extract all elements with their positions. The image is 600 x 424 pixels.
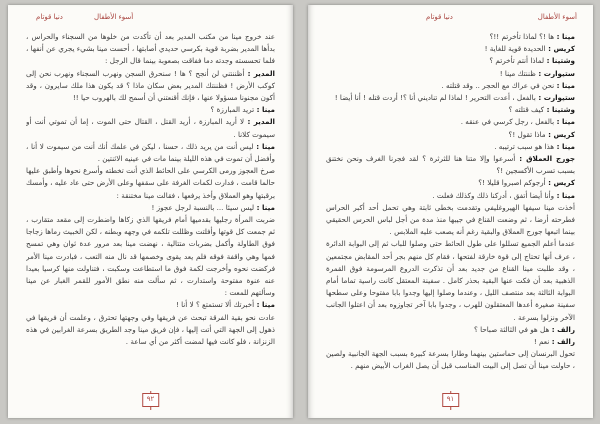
dialogue-text: أسرعوا وإلا متنا هنا للثرثرة ؟ لقد فجرنا الغرف ونحن نختنق بسبب تسرب الأكسجين !؟ [326,154,575,176]
page-number-right: ٩١ [442,393,460,407]
paragraph [326,190,575,202]
page-left-text [26,31,275,384]
paragraph [26,31,275,68]
speaker-name: رالف : [549,337,575,347]
dialogue-text: ليس سيئا ... بالنسبة لرجل عجوز ! [151,202,255,212]
header-author: دنيا قوتام [426,13,453,21]
speaker-name: المدير : [244,117,275,127]
speaker-name: وشتينا : [544,56,575,66]
speaker-name: مينا : [254,202,275,212]
paragraph [26,312,275,349]
dialogue-text: صرخ العجوز ورمى الكرسي على الحائط الذي أنت تخطته وأسرع نحوها وأطبق عليها حالما قامت ، فدارت لكمات الغرفة على سقفها وعلى الأرض حتى عاد عليه ، وأمسك برقبتها وهو العملاق وأخذ يرفعها ، فقالت مينا مختنقة : [26,166,275,200]
dialogue-text: بالفعل ، رجل كرسي في عنقه . [460,117,555,127]
dialogue-text: الحديدة قوية للغاية ! [484,44,546,54]
paragraph [326,336,575,348]
paragraph [326,141,575,153]
page-right-text [326,31,575,384]
paragraph [326,92,575,104]
speaker-name: مينا : [554,80,575,90]
paragraph [26,116,275,140]
dialogue-text: أخذت مينا سيفها الهيروغليفي وتقدمت بخطى ثابتة وهي تحمل أحد أكبر الحراس فطرحته أرضا ، ثم وضعت القناع في جيبها منذ مدة من أجل لباس الحرس الحقيقي بينما اتبعها جورج العملاق والبقية رغم أنه يصعب عليه الملابس . [326,202,575,237]
header-author: دنيا قوتام [36,13,63,21]
paragraph [326,43,575,55]
dialogue-text: هذا هو سبب ترتيبه . [494,141,555,151]
header-book-title: أسوء الأطفال [537,13,577,21]
dialogue-text: عندما أعلم الجميع تسللوا على طول الحائط حتى وصلوا للباب ثم إلى البوابة الدائرة ، عرف أنها تحتاج إلى قوة خارقة لفتحها ، فقام كل منهم بجر أحد المقابض مجتمعين ، وقد طلبت مينا القناع من جديد بعد أن تذكرت الدروع المرسومة فوق القمرة الذهبية بعد أن فكت عنها البقية بحذر كامل . سفينة المعتقل كانت راسية تماما أمام البوابة الثالثة بعد منتصف الليل ، وعندما وصلوا إليها وجدوا بابا مفتوحا وعلى سطحها سفينة صغيرة أعدها المعتقلون للهرب ، وجدوا بابا آخر تجاوزوه بعد أن اعتلوا الجانب الآخر ونزلوا بسرعة . [326,239,575,322]
paragraph [326,324,575,336]
dialogue-text: تحول البرنسان إلى حماستين بينهما وطارا بسرعة كبيرة بسبب الجهة الجانبية ولصين ، حاولت مينا أن تصل إلى البيت المناسب قبل أن يصل الغراب الأبيض منهم . [326,349,575,371]
dialogue-text: هل هو في الثالثة صباحا ؟ [473,324,550,334]
speaker-name: مينا : [253,141,275,151]
dialogue-text: عادت نحو بقية الفرقة تبحث عن فريقها وفي وجهتها تحترق ، وعلمت أن فريقها في ذهول إلى الجهة التي أتت إليها ، فإن فريق مينا وجد الطريق بسرعة الغرابين في هذه الزنزانة ، فلو كانت فيها لمضت أكثر من أي ساعة . [26,312,275,347]
paragraph [326,153,575,177]
speaker-name: كريس : [545,129,575,139]
dialogue-text: بالفعل ، أعدت التحرير ! لماذا لم تناديني أنا ؟! أردت قتله ! أنا أيضا ! [334,93,536,103]
paragraph [326,202,575,239]
speaker-name: مينا : [554,190,575,200]
speaker-name: وشتينا : [544,105,575,115]
dialogue-text: أخبرتك ألا تستمتع ؟ لا أنا ! [175,300,255,310]
paragraph [326,116,575,128]
dialogue-text: ها !؟ لماذا تأخرتم !!؟ [489,32,555,41]
speaker-name: مينا : [254,300,275,310]
header-book-title: أسوء الأطفال [94,13,134,21]
speaker-name: جورج العملاق : [515,154,575,164]
page-number-left: ٩٢ [142,393,160,407]
paragraph [26,299,275,311]
paragraph [26,104,275,116]
paragraph [326,177,575,189]
dialogue-text: ليس أنت من يريد ذلك ، حسنا ، ليكن في علمك أنك أنت من سيموت لا أنا ، وأفضل أن تموت في هذه الليلة بينما مات في عينيه الاثنتين . [26,141,275,164]
dialogue-text: أظننتني لن أنجح ؟ ها ! سنحرق السجن ونهرب السجناء ونهرب نحن إلى كوكب الأرض ! فظننتك المدير بعض سكان ماذا ؟ قد يكون هذا ملك سايرون ، وقد أكون مجنونا مسؤولا عنها ، فإنك أقنعتني أن أسمح لك بالهروب حيا !! [26,68,275,103]
paragraph [26,141,275,165]
dialogue-text: ضربت المرأة رجليها بقدميها أمام فريقها الذي زكاها واضطرت إلى مقعد متقارب ، ثم جمعت كل قوتها وأفلتت وظللت تلكمه في وجهه وبطنه ، لكن الخبيث رماها زجاجا فوق الطاولة وأكمل بضربات متتالية ، نهضت مينا بعد مرور عدة ثوان وهي تمسح فمها وهي واقفة فوقه فلم يعد يقوى وخصمها قد نال منه التعب ، فبادرت مينا الأمر فركضت نحوه وأخرجت لكمة فوق ما استطاعت وسكبت ، فتناولت منها كرسيا بعيدا عنه عنوة مفتوحة واستدارت ، ثم سألت منه نطق الأمور للقمر الغبار عن مينا وسألتهم للمعت : [26,215,275,298]
dialogue-text: نعم ! [533,337,550,347]
speaker-name: مينا : [554,141,575,151]
paragraph [26,202,275,214]
page-right [308,5,593,418]
speaker-name: المدير : [244,68,275,78]
dialogue-text: نحن في عراك مع الحجر .. وقد قتلته . [441,80,555,90]
paragraph [326,55,575,67]
speaker-name: كريس : [545,178,575,188]
speaker-name: مينا : [554,117,575,127]
paragraph [26,165,275,202]
page-left [8,5,293,418]
paragraph [326,68,575,80]
paragraph [326,80,575,92]
speaker-name: كريس : [545,44,575,54]
paragraph [326,104,575,116]
paragraph [326,129,575,141]
dialogue-text: لماذا أنتم تأخرتم ؟ [489,56,545,66]
dialogue-text: وأنا أيضا أتفق ، أدركنا ذلك وكذلك فعلت . [432,190,555,200]
dialogue-text: تريد المبارزة ؟ [210,105,255,115]
speaker-name: ستيوارت : [535,93,575,103]
dialogue-text: لا أريد المبارزة ، أريد القتل ، القتال حتى الموت ، إما أن تموتي أنت أو سيموت كلانا . [26,117,275,139]
paragraph [26,68,275,105]
dialogue-text: ماذا تقول !؟ [508,129,546,139]
dialogue-text: كيف قتلته ؟ [508,105,545,115]
paragraph [326,31,575,43]
dialogue-text: ظننتك مينا ! [499,68,536,78]
dialogue-text: عند خروج مينا من مكتب المدير بعد أن تأكدت من خلوها من السجناء والحراس ، بدأها المدير بضربة قوية بكرسي حديدي أصابتها ، أحست مينا بشيء يجري عن أنفها ، فلما تحسسته وجدته دما ففاقت بصعوبة بينما قال الرجل : [26,32,275,66]
speaker-name: مينا : [554,32,575,41]
dialogue-text: أرجوكم اصبروا قليلا !؟ [478,178,546,188]
paragraph [26,214,275,299]
speaker-name: مينا : [254,105,275,115]
paragraph [326,348,575,372]
speaker-name: ستيوارت : [535,68,575,78]
speaker-name: رالف : [549,324,575,334]
paragraph [326,238,575,323]
